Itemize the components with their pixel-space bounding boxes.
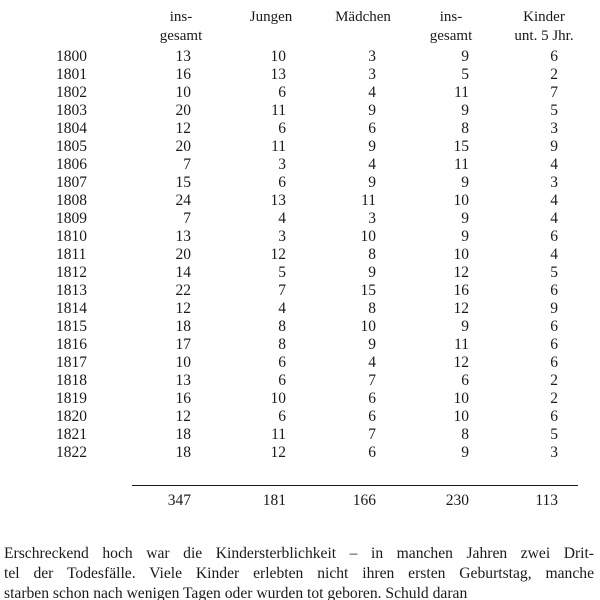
table-row — [0, 246, 600, 264]
boys-cell: 13 — [270, 192, 286, 209]
girls-cell: 6 — [368, 444, 376, 461]
girls-cell: 6 — [368, 408, 376, 425]
header-girls-line1: Mädchen — [335, 9, 391, 25]
total2-cell: 5 — [461, 66, 469, 83]
total-cell: 17 — [175, 336, 191, 353]
table-row — [0, 192, 600, 210]
children-cell: 9 — [550, 300, 558, 317]
table-row — [0, 138, 600, 156]
children-cell: 6 — [550, 318, 558, 335]
year-cell: 1804 — [56, 120, 87, 137]
year-cell: 1800 — [56, 48, 87, 65]
header-girls — [328, 8, 398, 27]
table-row — [0, 156, 600, 174]
boys-cell: 4 — [278, 300, 286, 317]
children-cell: 6 — [550, 228, 558, 245]
girls-cell: 9 — [368, 264, 376, 281]
children-cell: 5 — [550, 426, 558, 443]
total2-cell: 11 — [454, 84, 469, 101]
table-row — [0, 300, 600, 318]
total2-cell: 10 — [453, 246, 469, 263]
children-cell: 4 — [550, 246, 558, 263]
year-cell: 1821 — [56, 426, 87, 443]
paragraph-line: starben schon nach wenigen Tagen oder wurden tot geboren. Schuld daran — [4, 585, 468, 600]
children-cell: 3 — [550, 120, 558, 137]
girls-cell: 9 — [368, 174, 376, 191]
total-cell: 12 — [175, 408, 191, 425]
total2-cell: 9 — [461, 102, 469, 119]
total-cell: 10 — [175, 84, 191, 101]
header-children — [502, 8, 586, 46]
total2-cell: 8 — [461, 426, 469, 443]
girls-cell: 3 — [368, 66, 376, 83]
table-row — [0, 102, 600, 120]
year-cell: 1818 — [56, 372, 87, 389]
year-cell: 1822 — [56, 444, 87, 461]
header-children-line2: unt. 5 Jhr. — [514, 28, 574, 44]
boys-cell: 8 — [278, 318, 286, 335]
girls-cell: 6 — [368, 120, 376, 137]
total2-cell: 9 — [461, 228, 469, 245]
boys-cell: 6 — [278, 120, 286, 137]
total2-cell: 10 — [453, 408, 469, 425]
table-row — [0, 426, 600, 444]
table-row — [0, 120, 600, 138]
children-cell: 7 — [550, 84, 558, 101]
total-cell: 20 — [175, 138, 191, 155]
header-boys — [240, 8, 302, 27]
total2-cell: 16 — [453, 282, 469, 299]
total2-cell: 15 — [453, 138, 469, 155]
year-cell: 1819 — [56, 390, 87, 407]
girls-sum: 166 — [352, 492, 376, 509]
total-cell: 12 — [175, 300, 191, 317]
boys-cell: 6 — [278, 84, 286, 101]
table-row — [0, 444, 600, 462]
table-row — [0, 318, 600, 336]
boys-cell: 11 — [271, 102, 286, 119]
total-cell: 20 — [175, 102, 191, 119]
boys-cell: 3 — [278, 228, 286, 245]
children-cell: 2 — [550, 66, 558, 83]
children-cell: 3 — [550, 444, 558, 461]
girls-cell: 3 — [368, 48, 376, 65]
table-row — [0, 228, 600, 246]
total2-cell: 11 — [454, 336, 469, 353]
header-total2 — [420, 8, 482, 46]
total2-cell: 10 — [453, 192, 469, 209]
total-cell: 14 — [175, 264, 191, 281]
boys-cell: 5 — [278, 264, 286, 281]
total2-cell: 9 — [461, 174, 469, 191]
year-cell: 1815 — [56, 318, 87, 335]
total2-cell: 12 — [453, 354, 469, 371]
table-row — [0, 48, 600, 66]
table-row — [0, 408, 600, 426]
total2-cell: 9 — [461, 210, 469, 227]
total-cell: 12 — [175, 120, 191, 137]
total-cell: 7 — [183, 210, 191, 227]
total-cell: 18 — [175, 426, 191, 443]
year-cell: 1807 — [56, 174, 87, 191]
boys-cell: 10 — [270, 48, 286, 65]
header-total2-line2: gesamt — [429, 28, 473, 44]
children-cell: 5 — [550, 264, 558, 281]
girls-cell: 8 — [368, 300, 376, 317]
total-cell: 16 — [175, 66, 191, 83]
total-cell: 18 — [175, 444, 191, 461]
year-cell: 1816 — [56, 336, 87, 353]
total-cell: 22 — [175, 282, 191, 299]
total-cell: 18 — [175, 318, 191, 335]
paragraph-line: Erschreckend hoch war die Kindersterblichkeit – in manchen Jahren zwei Drit- — [4, 545, 594, 562]
year-cell: 1817 — [56, 354, 87, 371]
girls-cell: 6 — [368, 390, 376, 407]
boys-cell: 6 — [278, 372, 286, 389]
boys-sum: 181 — [262, 492, 286, 509]
total2-cell: 6 — [461, 372, 469, 389]
year-cell: 1814 — [56, 300, 87, 317]
year-cell: 1811 — [56, 246, 87, 263]
children-cell: 3 — [550, 174, 558, 191]
boys-cell: 4 — [278, 210, 286, 227]
table-row — [0, 66, 600, 84]
header-total-line1: ins- — [169, 9, 193, 25]
header-total — [150, 8, 212, 46]
header-boys-line1: Jungen — [249, 9, 293, 25]
girls-cell: 7 — [368, 372, 376, 389]
boys-cell: 11 — [271, 426, 286, 443]
year-cell: 1801 — [56, 66, 87, 83]
year-cell: 1806 — [56, 156, 87, 173]
girls-cell: 9 — [368, 138, 376, 155]
total2-cell: 9 — [461, 48, 469, 65]
year-cell: 1813 — [56, 282, 87, 299]
table-row — [0, 264, 600, 282]
children-cell: 6 — [550, 336, 558, 353]
total-cell: 15 — [175, 174, 191, 191]
girls-cell: 7 — [368, 426, 376, 443]
year-cell: 1812 — [56, 264, 87, 281]
year-cell: 1820 — [56, 408, 87, 425]
boys-cell: 6 — [278, 174, 286, 191]
header-total-line2: gesamt — [159, 28, 203, 44]
girls-cell: 8 — [368, 246, 376, 263]
body-paragraph — [4, 544, 594, 600]
totals-row — [0, 491, 600, 510]
year-cell: 1802 — [56, 84, 87, 101]
boys-cell: 3 — [278, 156, 286, 173]
paragraph-line: tel der Todesfälle. Viele Kinder erlebten nicht ihren ersten Geburtstag, manche — [4, 565, 594, 582]
total2-cell: 12 — [453, 300, 469, 317]
year-cell: 1810 — [56, 228, 87, 245]
table-row — [0, 282, 600, 300]
girls-cell: 4 — [368, 156, 376, 173]
total-cell: 13 — [175, 48, 191, 65]
children-cell: 2 — [550, 372, 558, 389]
boys-cell: 12 — [270, 246, 286, 263]
children-cell: 4 — [550, 192, 558, 209]
table-row — [0, 372, 600, 390]
header-total2-line1: ins- — [439, 9, 463, 25]
girls-cell: 10 — [360, 318, 376, 335]
boys-cell: 7 — [278, 282, 286, 299]
total2-cell: 11 — [454, 156, 469, 173]
total-cell: 13 — [175, 372, 191, 389]
children-cell: 6 — [550, 48, 558, 65]
total-cell: 20 — [175, 246, 191, 263]
total2-sum: 230 — [445, 492, 469, 509]
table-row — [0, 336, 600, 354]
children-cell: 6 — [550, 354, 558, 371]
children-cell: 6 — [550, 408, 558, 425]
total2-cell: 9 — [461, 318, 469, 335]
table-row — [0, 174, 600, 192]
children-cell: 4 — [550, 210, 558, 227]
total-cell: 10 — [175, 354, 191, 371]
girls-cell: 11 — [361, 192, 376, 209]
year-cell: 1803 — [56, 102, 87, 119]
year-cell: 1805 — [56, 138, 87, 155]
girls-cell: 4 — [368, 84, 376, 101]
children-cell: 5 — [550, 102, 558, 119]
children-cell: 4 — [550, 156, 558, 173]
girls-cell: 10 — [360, 228, 376, 245]
table-row — [0, 354, 600, 372]
total-cell: 13 — [175, 228, 191, 245]
girls-cell: 3 — [368, 210, 376, 227]
children-cell: 9 — [550, 138, 558, 155]
total2-cell: 8 — [461, 120, 469, 137]
total2-cell: 12 — [453, 264, 469, 281]
header-children-line1: Kinder — [523, 9, 565, 25]
total-cell: 24 — [175, 192, 191, 209]
table-row — [0, 210, 600, 228]
boys-cell: 8 — [278, 336, 286, 353]
children-cell: 6 — [550, 282, 558, 299]
year-cell: 1809 — [56, 210, 87, 227]
boys-cell: 13 — [270, 66, 286, 83]
total-cell: 16 — [175, 390, 191, 407]
girls-cell: 9 — [368, 336, 376, 353]
total-sum: 347 — [167, 492, 191, 509]
total2-cell: 10 — [453, 390, 469, 407]
table-row — [0, 84, 600, 102]
boys-cell: 6 — [278, 354, 286, 371]
boys-cell: 10 — [270, 390, 286, 407]
boys-cell: 12 — [270, 444, 286, 461]
girls-cell: 9 — [368, 102, 376, 119]
boys-cell: 6 — [278, 408, 286, 425]
total2-cell: 9 — [461, 444, 469, 461]
total-cell: 7 — [183, 156, 191, 173]
girls-cell: 4 — [368, 354, 376, 371]
boys-cell: 11 — [271, 138, 286, 155]
children-cell: 2 — [550, 390, 558, 407]
year-cell: 1808 — [56, 192, 87, 209]
girls-cell: 15 — [360, 282, 376, 299]
table-row — [0, 390, 600, 408]
children-sum: 113 — [535, 492, 558, 509]
sum-rule — [132, 485, 578, 486]
